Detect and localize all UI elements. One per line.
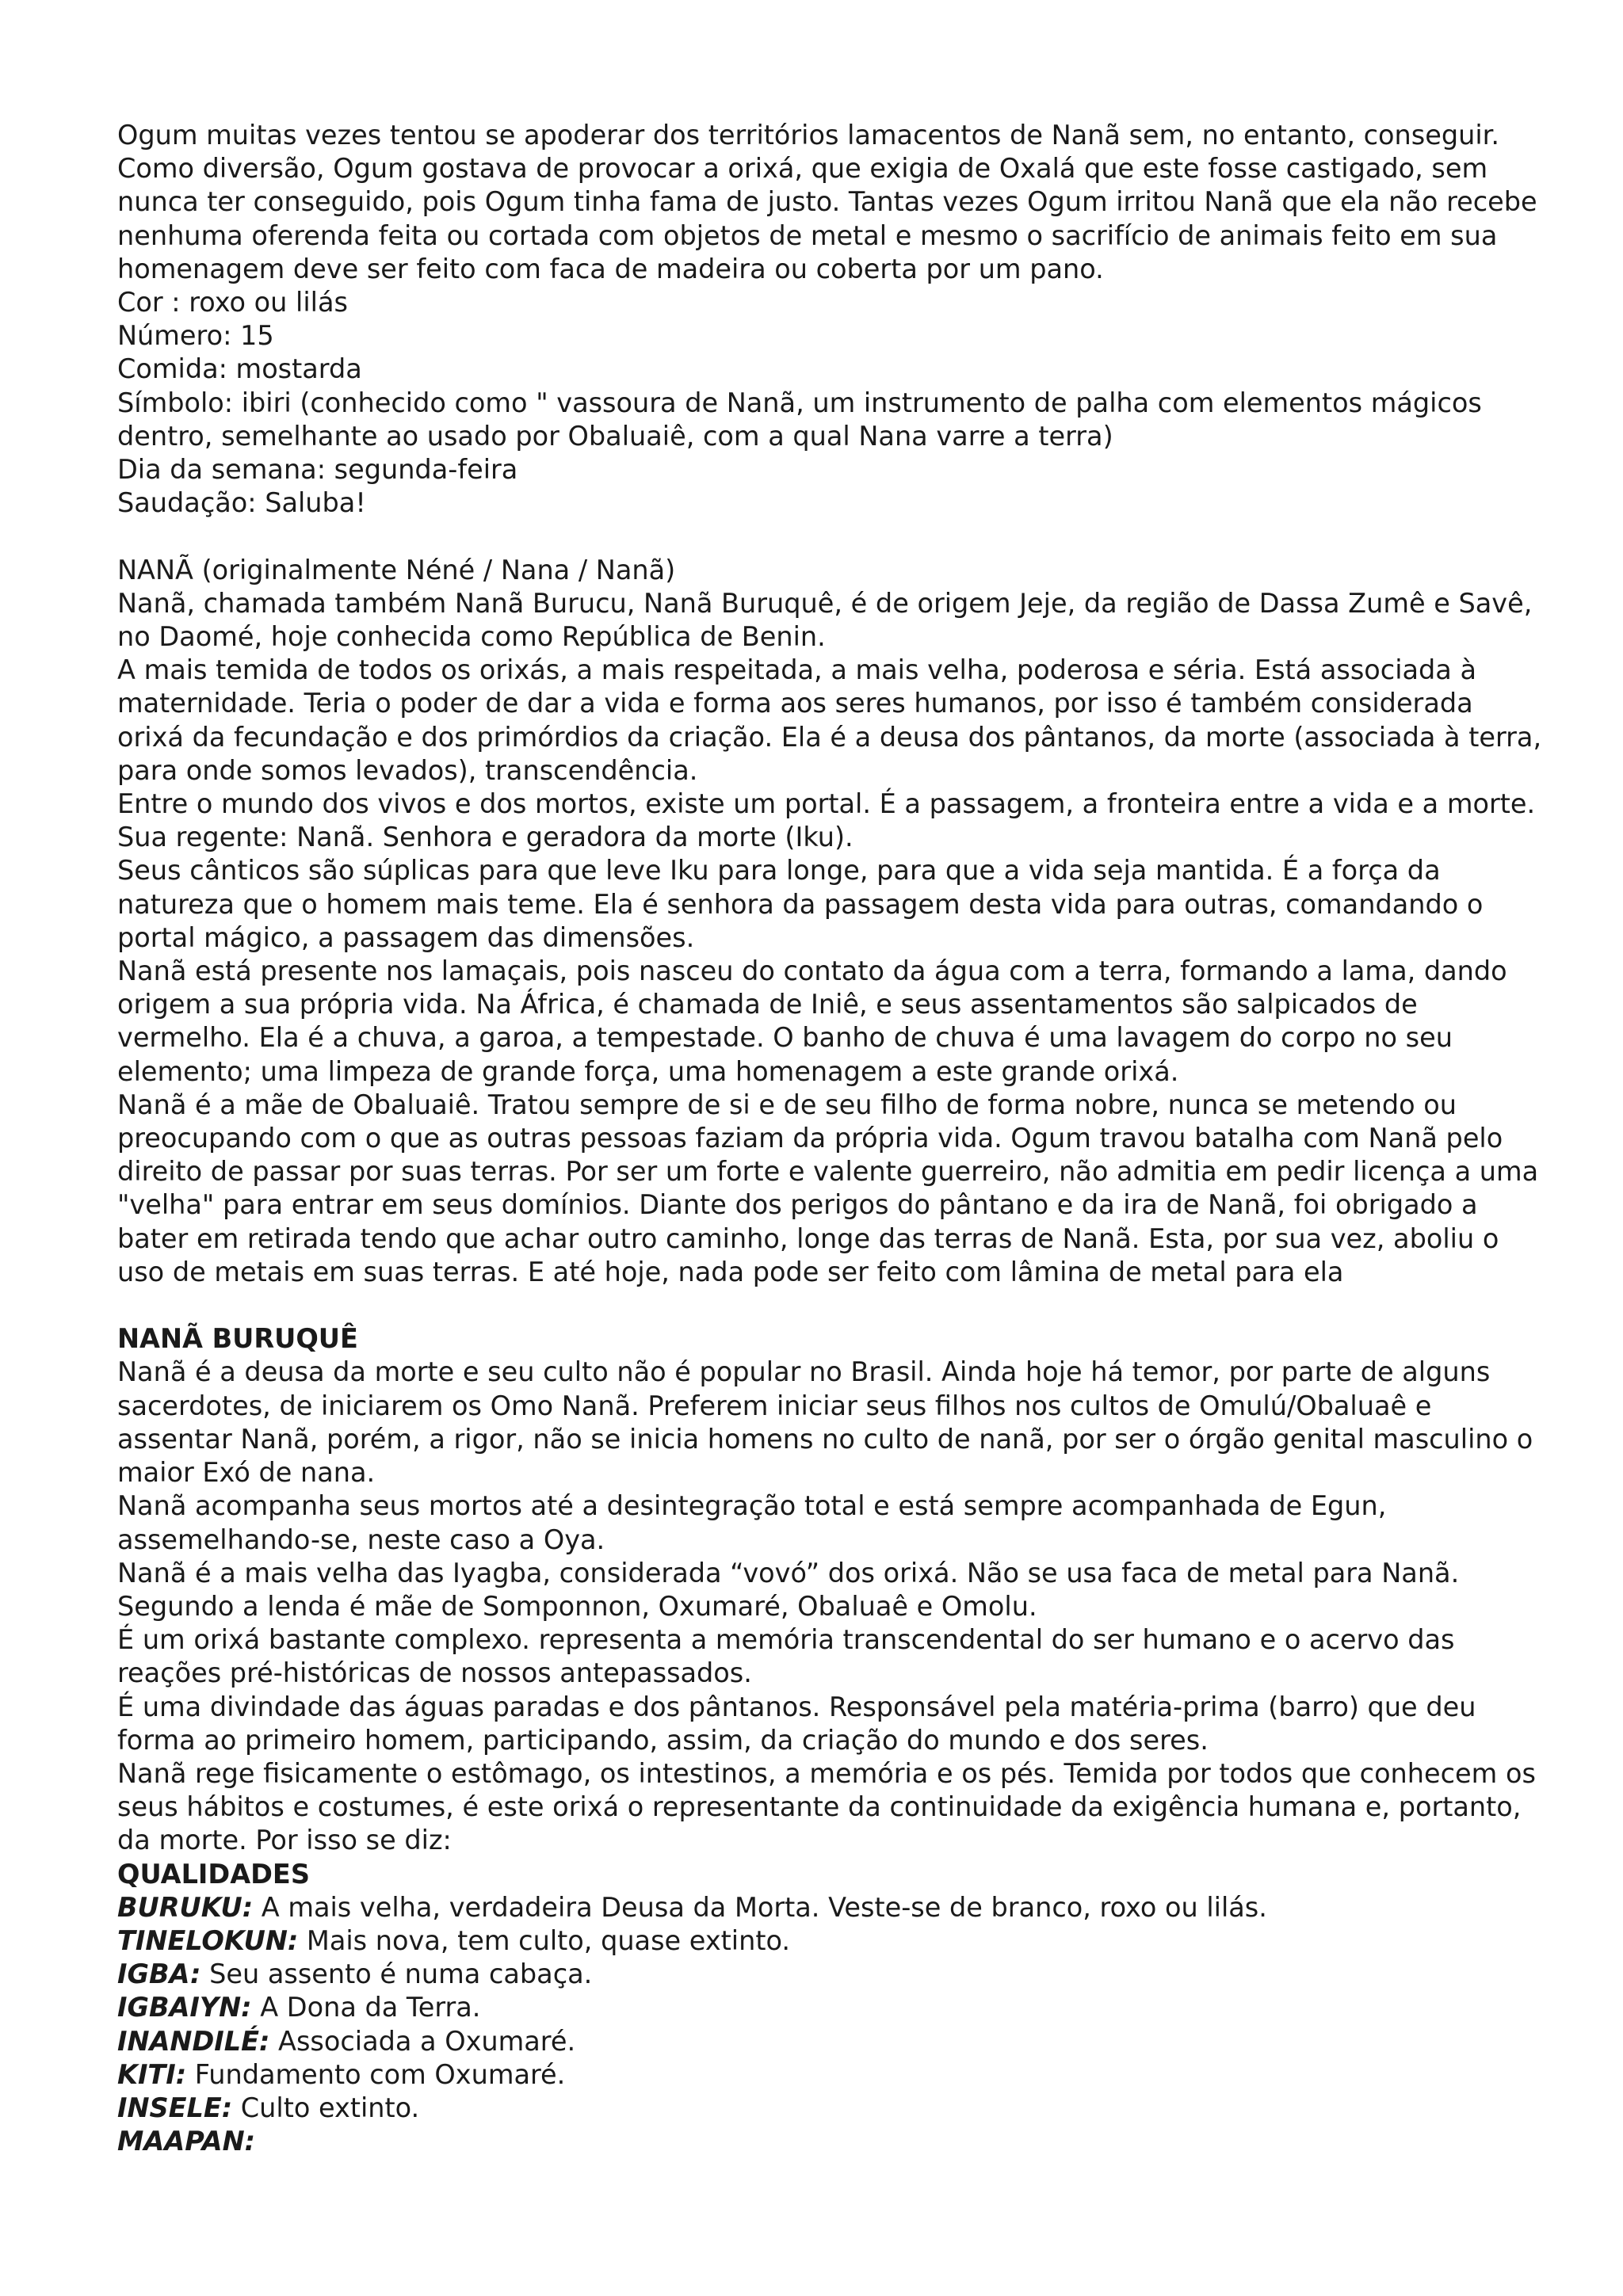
number-line: Número: 15: [117, 320, 274, 352]
qualidade-desc: A Dona da Terra.: [251, 1992, 481, 2023]
weekday-line: Dia da semana: segunda-feira: [117, 454, 518, 486]
qualidade-name: IGBAIYN:: [117, 1992, 252, 2023]
qualidade-desc: A mais velha, verdadeira Deusa da Morta. Veste-se de branco, roxo ou lilás.: [253, 1891, 1267, 1923]
buruque-paragraph: Nanã é a mais velha das Iyagba, considerada “vovó” dos orixá. Não se usa faca de metal para Nanã. Segundo a lenda é mãe de Somponnon, Oxumaré, Obaluaê e Omolu.: [117, 1557, 1460, 1622]
nana-paragraph: Nanã está presente nos lamaçais, pois nasceu do contato da água com a terra, formando a lama, dando origem a sua própria vida. Na África, é chamada de Iniê, e seus assentamentos são salpicados de vermelho. Ela é a chuva, a garoa, a tempestade. O banho de chuva é uma lavagem do corpo no seu elemento; uma limpeza de grande força, uma homenagem a este grande orixá.: [117, 955, 1507, 1087]
nana-paragraph: Nanã, chamada também Nanã Burucu, Nanã Buruquê, é de origem Jeje, da região de Dassa Zumê e Savê, no Daomé, hoje conhecida como República de Benin.: [117, 587, 1533, 653]
nana-paragraph: Nanã é a mãe de Obaluaiê. Tratou sempre de si e de seu filho de forma nobre, nunca se metendo ou preocupando com o que as outras pessoas faziam da própria vida. Ogum travou batalha com Nanã pelo direito de passar por suas terras. Por ser um forte e valente guerreiro, não admitia em pedir licença a uma "velha" para entrar em seus domínios. Diante dos perigos do pântano e da ira de Nanã, foi obrigado a bater em retirada tendo que achar outro caminho, longe das terras de Nanã. Esta, por sua vez, aboliu o uso de metais em suas terras. E até hoje, nada pode ser feito com lâmina de metal para ela: [117, 1089, 1539, 1287]
buruque-paragraph: É uma divindade das águas paradas e dos pântanos. Responsável pela matéria-prima (barro) que deu forma ao primeiro homem, participando, assim, da criação do mundo e dos seres.: [117, 1691, 1476, 1756]
section-buruque-heading: NANÃ BURUQUÊ: [117, 1323, 358, 1355]
qualidade-item: [117, 1958, 1544, 1991]
qualidade-name: INSELE:: [117, 2092, 233, 2123]
qualidade-name: TINELOKUN:: [117, 1924, 299, 1956]
qualidade-item: [117, 2058, 1544, 2092]
food-line: Comida: mostarda: [117, 353, 362, 385]
qualidade-name: MAAPAN:: [117, 2126, 256, 2157]
qualidade-item: [117, 2092, 1544, 2125]
qualidade-name: KITI:: [117, 2058, 187, 2090]
buruque-paragraph: Nanã acompanha seus mortos até a desintegração total e está sempre acompanhada de Egun, assemelhando-se, neste caso a Oya.: [117, 1490, 1387, 1555]
buruque-paragraph: Nanã é a deusa da morte e seu culto não é popular no Brasil. Ainda hoje há temor, por parte de alguns sacerdotes, de iniciarem os Omo Nanã. Preferem iniciar seus filhos nos cultos de Omulú/Obaluaê e assentar Nanã, porém, a rigor, não se inicia homens no culto de nanã, por ser o órgão genital masculino o maior Exó de nana.: [117, 1356, 1533, 1489]
greeting-line: Saudação: Saluba!: [117, 487, 366, 519]
qualidade-desc: Fundamento com Oxumaré.: [186, 2058, 566, 2090]
color-line: Cor : roxo ou lilás: [117, 287, 348, 318]
qualidade-item: [117, 1891, 1544, 1924]
qualidade-item: [117, 1991, 1544, 2024]
buruque-paragraph: É um orixá bastante complexo. representa a memória transcendental do ser humano e o acervo das reações pré-históricas de nossos antepassados.: [117, 1624, 1455, 1689]
qualidade-item: [117, 2025, 1544, 2058]
qualidade-name: INANDILÉ:: [117, 2025, 270, 2057]
blank-line: [117, 1289, 1544, 1322]
nana-paragraph: Seus cânticos são súplicas para que leve Iku para longe, para que a vida seja mantida. É a força da natureza que o homem mais teme. Ela é senhora da passagem desta vida para outras, comandando o portal mágico, a passagem das dimensões.: [117, 855, 1484, 953]
qualidade-desc: Associada a Oxumaré.: [269, 2025, 576, 2057]
qualidade-name: IGBA:: [117, 1958, 201, 1990]
qualidade-item: [117, 2125, 1544, 2158]
symbol-line: Símbolo: ibiri (conhecido como " vassoura de Nanã, um instrumento de palha com elementos mágicos dentro, semelhante ao usado por Obaluaiê, com a qual Nana varre a terra): [117, 387, 1482, 452]
section-nana-title: NANÃ (originalmente Néné / Nana / Nanã): [117, 554, 676, 585]
qualidade-name: BURUKU:: [117, 1891, 254, 1923]
qualidade-desc: Culto extinto.: [232, 2092, 420, 2123]
qualidades-heading: QUALIDADES: [117, 1858, 310, 1890]
buruque-paragraph: Nanã rege fisicamente o estômago, os intestinos, a memória e os pés. Temida por todos que conhecem os seus hábitos e costumes, é este orixá o representante da continuidade da exigência humana e, portanto, da morte. Por isso se diz:: [117, 1757, 1536, 1856]
blank-line: [117, 520, 1544, 553]
intro-paragraph: Ogum muitas vezes tentou se apoderar dos territórios lamacentos de Nanã sem, no entanto, conseguir. Como diversão, Ogum gostava de provocar a orixá, que exigia de Oxalá que este fosse castigado, sem nunca ter conseguido, pois Ogum tinha fama de justo. Tantas vezes Ogum irritou Nanã que ela não recebe nenhuma oferenda feita ou cortada com objetos de metal e mesmo o sacrifício de animais feito em sua homenagem deve ser feito com faca de madeira ou coberta por um pano.: [117, 120, 1537, 284]
nana-paragraph: A mais temida de todos os orixás, a mais respeitada, a mais velha, poderosa e séria. Está associada à maternidade. Teria o poder de dar a vida e forma aos seres humanos, por isso é também considerada orixá da fecundação e dos primórdios da criação. Ela é a deusa dos pântanos, da morte (associada à terra, para onde somos levados), transcendência.: [117, 654, 1542, 786]
qualidade-item: [117, 1924, 1544, 1958]
nana-paragraph: Entre o mundo dos vivos e dos mortos, existe um portal. É a passagem, a fronteira entre a vida e a morte. Sua regente: Nanã. Senhora e geradora da morte (Iku).: [117, 788, 1536, 853]
qualidade-desc: Seu assento é numa cabaça.: [200, 1958, 593, 1990]
qualidade-desc: Mais nova, tem culto, quase extinto.: [298, 1924, 791, 1956]
document-page: [117, 119, 1544, 2158]
